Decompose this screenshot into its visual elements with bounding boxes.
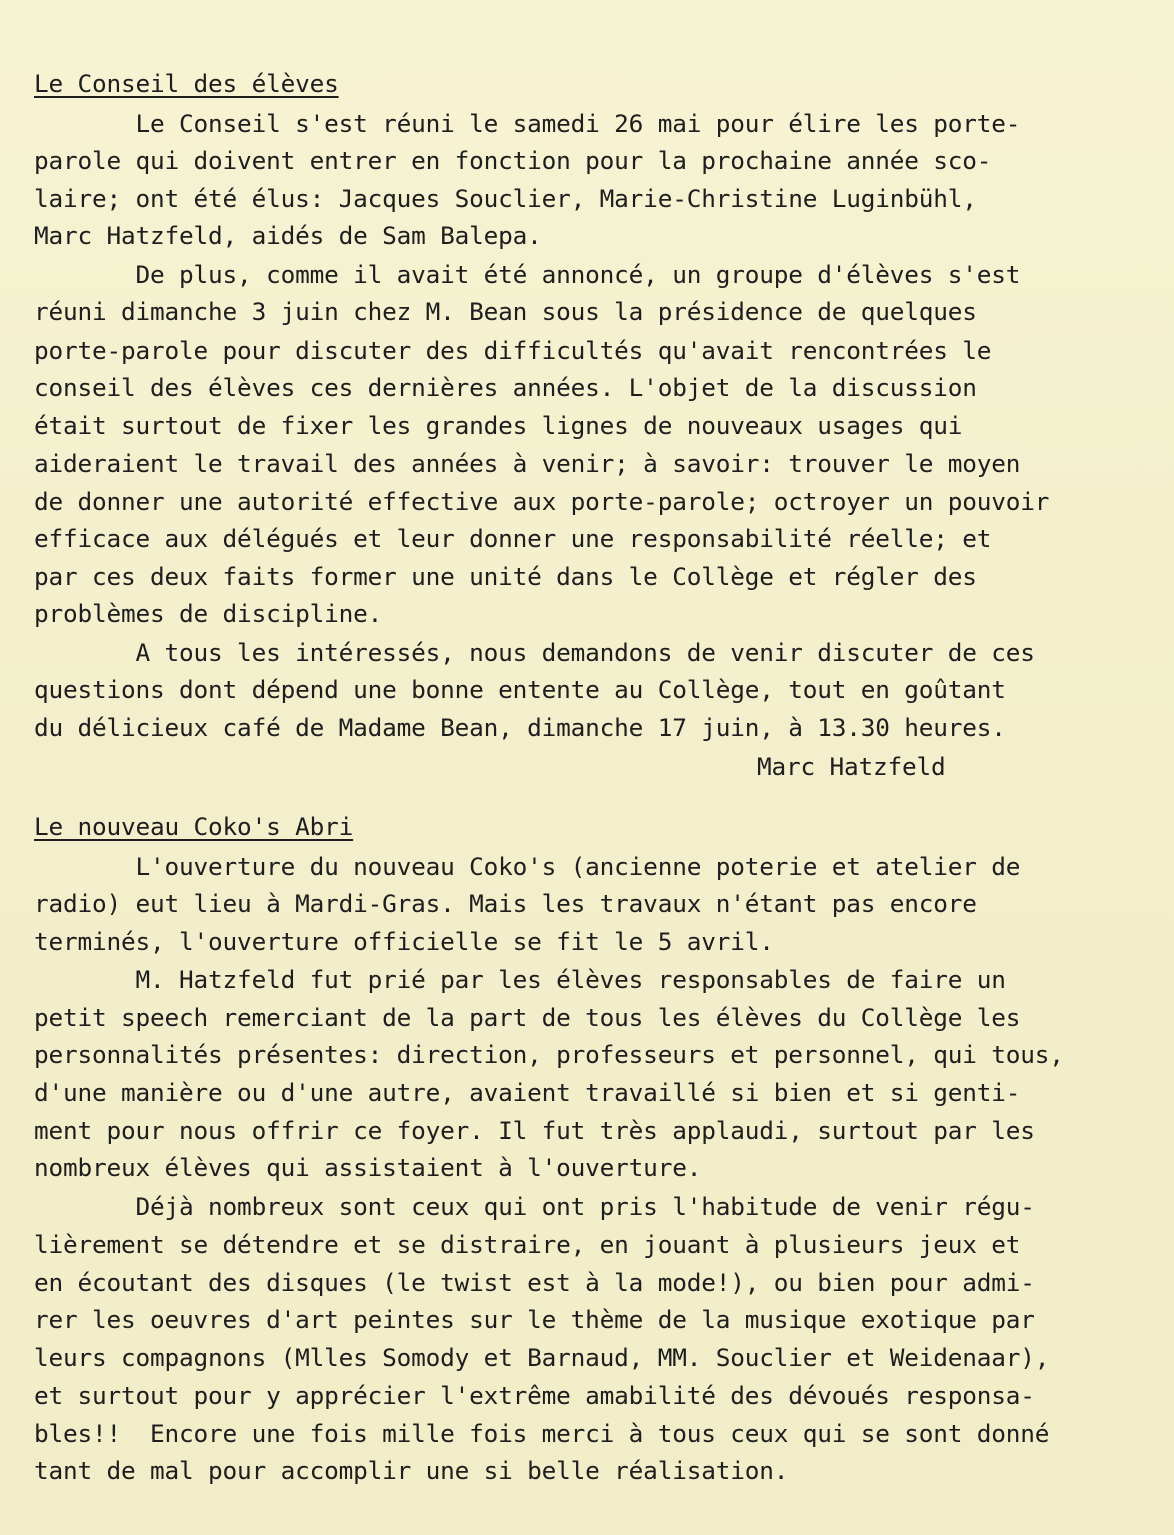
paragraph-line: problèmes de discipline. [34, 599, 383, 628]
paragraph-line: radio) eut lieu à Mardi-Gras. Mais les travaux n'étant pas encore [34, 889, 977, 918]
paragraph-line: de donner une autorité effective aux porte-parole; octroyer un pouvoir [34, 487, 1050, 516]
paragraph-line: leurs compagnons (Mlles Somody et Barnaud, MM. Souclier et Weidenaar), [34, 1343, 1050, 1372]
paragraph-line: A tous les intéressés, nous demandons de venir discuter de ces [34, 638, 1035, 667]
paragraph-line: M. Hatzfeld fut prié par les élèves responsables de faire un [34, 965, 1006, 994]
paragraph-line: conseil des élèves ces dernières années. L'objet de la discussion [34, 373, 977, 402]
section-heading-coko: Le nouveau Coko's Abri [34, 812, 354, 841]
paragraph-line: petit speech remerciant de la part de tous les élèves du Collège les [34, 1003, 1021, 1032]
paragraph-line: Déjà nombreux sont ceux qui ont pris l'habitude de venir régu- [34, 1192, 1035, 1221]
paragraph-line: d'une manière ou d'une autre, avaient travaillé si bien et si genti- [34, 1078, 1021, 1107]
paragraph-line: De plus, comme il avait été annoncé, un groupe d'élèves s'est [34, 260, 1021, 289]
paragraph-line: en écoutant des disques (le twist est à la mode!), ou bien pour admi- [34, 1268, 1035, 1297]
paragraph-line: tant de mal pour accomplir une si belle réalisation. [34, 1456, 789, 1485]
paragraph-line: et surtout pour y apprécier l'extrême amabilité des dévoués responsa- [34, 1381, 1035, 1410]
section-heading-conseil: Le Conseil des élèves [34, 69, 339, 98]
paragraph-line: ment pour nous offrir ce foyer. Il fut très applaudi, surtout par les [34, 1116, 1035, 1145]
paragraph-line: était surtout de fixer les grandes lignes de nouveaux usages qui [34, 411, 963, 440]
paragraph-line: lièrement se détendre et se distraire, en jouant à plusieurs jeux et [34, 1230, 1021, 1259]
paragraph-line: rer les oeuvres d'art peintes sur le thème de la musique exotique par [34, 1305, 1035, 1334]
paragraph-line: bles!! Encore une fois mille fois merci à tous ceux qui se sont donné [34, 1419, 1050, 1448]
paragraph-line: aideraient le travail des années à venir; à savoir: trouver le moyen [34, 449, 1021, 478]
paragraph-line: réuni dimanche 3 juin chez M. Bean sous la présidence de quelques [34, 297, 977, 326]
paragraph-line: L'ouverture du nouveau Coko's (ancienne poterie et atelier de [34, 852, 1021, 881]
paragraph-line: nombreux élèves qui assistaient à l'ouverture. [34, 1153, 702, 1182]
paragraph-line: Marc Hatzfeld, aidés de Sam Balepa. [34, 221, 542, 250]
paragraph-line: laire; ont été élus: Jacques Souclier, Marie-Christine Luginbühl, [34, 184, 977, 213]
signature: Marc Hatzfeld [757, 752, 946, 781]
paragraph-line: parole qui doivent entrer en fonction pour la prochaine année sco- [34, 146, 992, 175]
paragraph-line: porte-parole pour discuter des difficultés qu'avait rencontrées le [34, 336, 992, 365]
paragraph-line: par ces deux faits former une unité dans le Collège et régler des [34, 562, 977, 591]
paragraph-line: du délicieux café de Madame Bean, dimanche 17 juin, à 13.30 heures. [34, 713, 1006, 742]
paragraph-line: efficace aux délégués et leur donner une responsabilité réelle; et [34, 524, 992, 553]
paragraph-line: Le Conseil s'est réuni le samedi 26 mai pour élire les porte- [34, 109, 1021, 138]
paragraph-line: terminés, l'ouverture officielle se fit le 5 avril. [34, 927, 774, 956]
paragraph-line: personnalités présentes: direction, professeurs et personnel, qui tous, [34, 1040, 1064, 1069]
paragraph-line: questions dont dépend une bonne entente au Collège, tout en goûtant [34, 675, 1006, 704]
